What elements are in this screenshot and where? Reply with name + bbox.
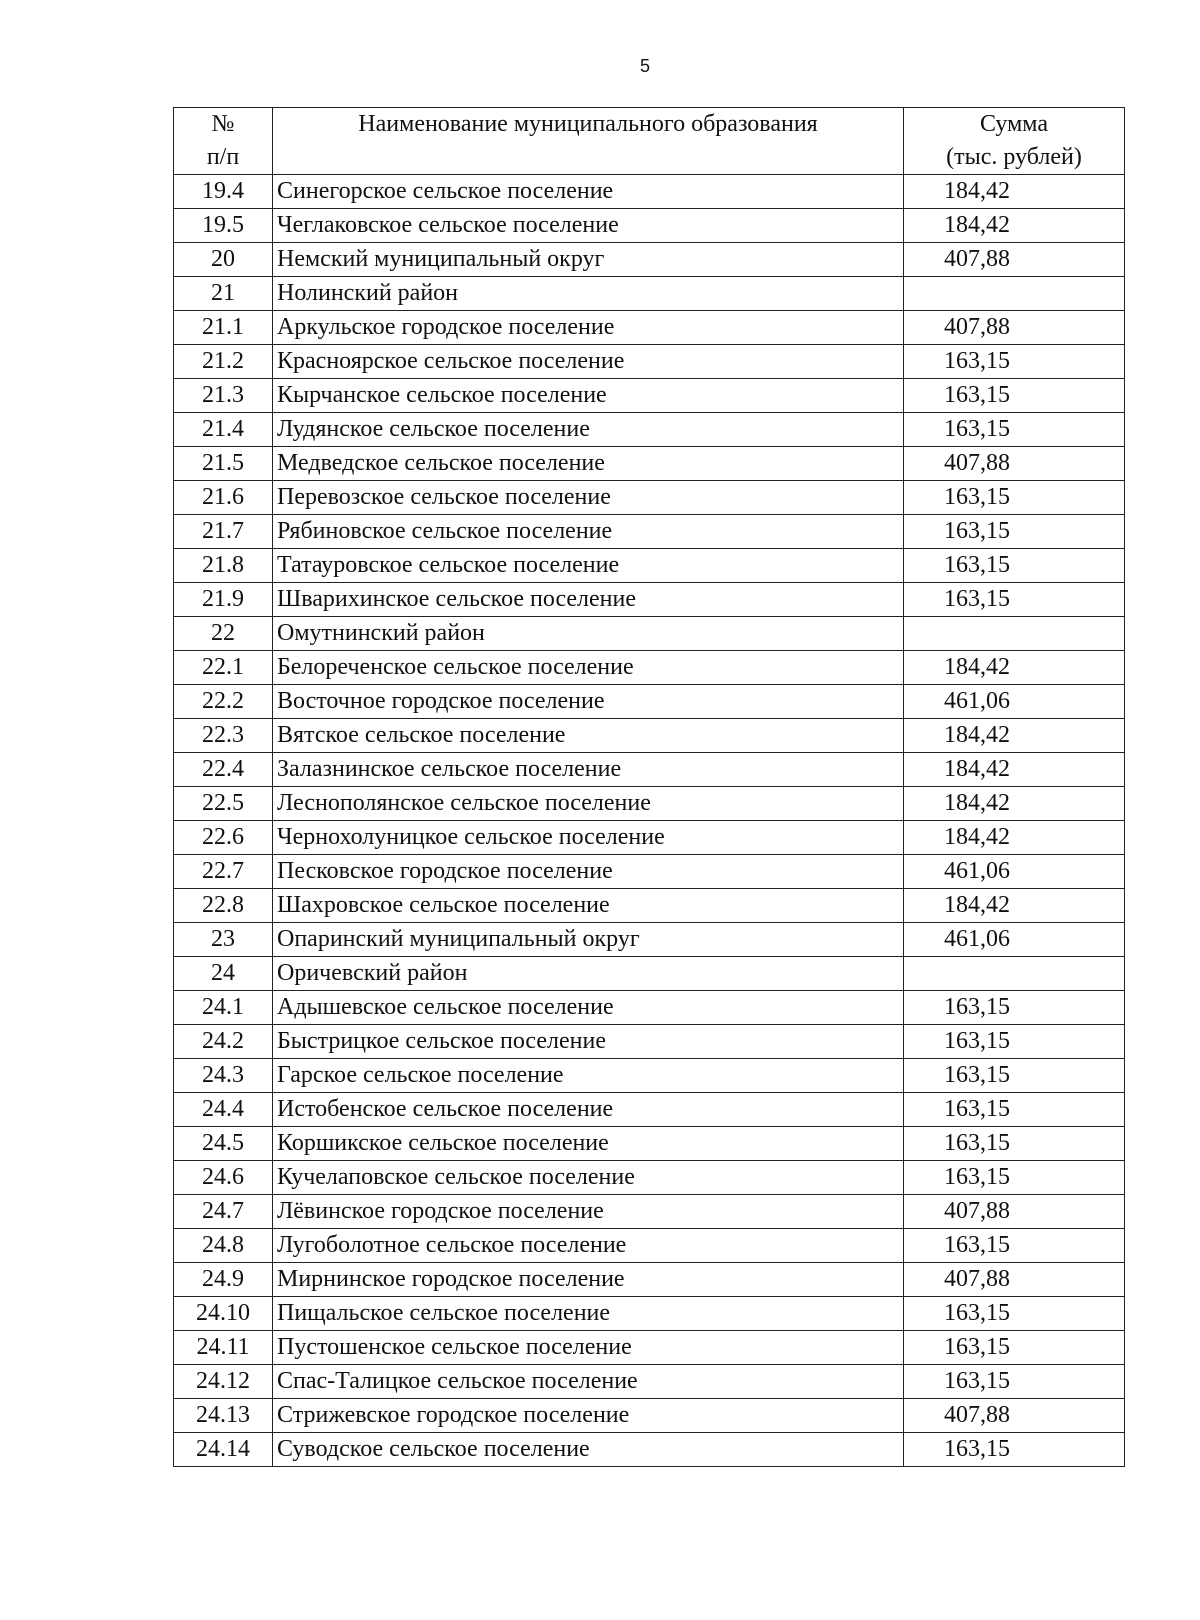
sum-cell: 163,15	[904, 1161, 1125, 1195]
table-row	[174, 1093, 1125, 1127]
sum-cell: 163,15	[904, 1433, 1125, 1467]
row-number-cell: 24.5	[174, 1127, 273, 1161]
table-row	[174, 685, 1125, 719]
table-row	[174, 413, 1125, 447]
sum-cell: 163,15	[904, 1059, 1125, 1093]
row-number-cell: 24.9	[174, 1263, 273, 1297]
row-number-cell: 19.4	[174, 175, 273, 209]
municipality-name-cell: Гарское сельское поселение	[273, 1059, 904, 1093]
header-num	[174, 108, 273, 175]
sum-cell: 163,15	[904, 413, 1125, 447]
sum-cell: 407,88	[904, 1195, 1125, 1229]
table-row	[174, 719, 1125, 753]
row-number-cell: 21.8	[174, 549, 273, 583]
row-number-cell: 24.3	[174, 1059, 273, 1093]
sum-cell: 184,42	[904, 719, 1125, 753]
sum-cell	[904, 617, 1125, 651]
sum-cell: 184,42	[904, 651, 1125, 685]
row-number-cell: 22.2	[174, 685, 273, 719]
table-row	[174, 1127, 1125, 1161]
row-number-cell: 24.2	[174, 1025, 273, 1059]
table-row	[174, 1059, 1125, 1093]
row-number-cell: 22.7	[174, 855, 273, 889]
table-row	[174, 311, 1125, 345]
municipality-name-cell: Кучелаповское сельское поселение	[273, 1161, 904, 1195]
sum-cell: 184,42	[904, 787, 1125, 821]
sum-cell	[904, 957, 1125, 991]
municipality-name-cell: Пустошенское сельское поселение	[273, 1331, 904, 1365]
municipality-name-cell: Нолинский район	[273, 277, 904, 311]
sum-cell: 163,15	[904, 481, 1125, 515]
municipality-name-cell: Лугоболотное сельское поселение	[273, 1229, 904, 1263]
row-number-cell: 21.9	[174, 583, 273, 617]
sum-cell: 163,15	[904, 1229, 1125, 1263]
sum-cell: 184,42	[904, 889, 1125, 923]
municipality-name-cell: Пищальское сельское поселение	[273, 1297, 904, 1331]
header-sum	[904, 108, 1125, 175]
sum-cell: 163,15	[904, 1093, 1125, 1127]
municipality-name-cell: Коршикское сельское поселение	[273, 1127, 904, 1161]
row-number-cell: 22	[174, 617, 273, 651]
row-number-cell: 22.1	[174, 651, 273, 685]
table-row	[174, 549, 1125, 583]
table-row	[174, 345, 1125, 379]
municipality-name-cell: Шварихинское сельское поселение	[273, 583, 904, 617]
municipality-name-cell: Залазнинское сельское поселение	[273, 753, 904, 787]
municipality-name-cell: Татауровское сельское поселение	[273, 549, 904, 583]
table-row	[174, 277, 1125, 311]
sum-cell: 163,15	[904, 1127, 1125, 1161]
row-number-cell: 24.4	[174, 1093, 273, 1127]
table-row	[174, 1297, 1125, 1331]
sum-cell: 163,15	[904, 345, 1125, 379]
table-row	[174, 753, 1125, 787]
table-row	[174, 209, 1125, 243]
header-name-text: Наименование муниципального образования	[358, 111, 818, 137]
municipality-name-cell: Опаринский муниципальный округ	[273, 923, 904, 957]
municipality-name-cell: Спас-Талицкое сельское поселение	[273, 1365, 904, 1399]
row-number-cell: 24.1	[174, 991, 273, 1025]
table-row	[174, 583, 1125, 617]
sum-cell: 163,15	[904, 1365, 1125, 1399]
row-number-cell: 21	[174, 277, 273, 311]
row-number-cell: 24.11	[174, 1331, 273, 1365]
row-number-cell: 24.7	[174, 1195, 273, 1229]
sum-cell: 163,15	[904, 583, 1125, 617]
sum-cell: 407,88	[904, 243, 1125, 277]
municipality-name-cell: Песковское городское поселение	[273, 855, 904, 889]
sum-cell: 163,15	[904, 1297, 1125, 1331]
municipality-name-cell: Немский муниципальный округ	[273, 243, 904, 277]
row-number-cell: 21.5	[174, 447, 273, 481]
municipality-name-cell: Быстрицкое сельское поселение	[273, 1025, 904, 1059]
municipality-name-cell: Белореченское сельское поселение	[273, 651, 904, 685]
table-row	[174, 447, 1125, 481]
row-number-cell: 22.6	[174, 821, 273, 855]
table-row	[174, 481, 1125, 515]
row-number-cell: 19.5	[174, 209, 273, 243]
table-row	[174, 617, 1125, 651]
row-number-cell: 24.8	[174, 1229, 273, 1263]
header-num-line1: №	[211, 111, 235, 137]
sum-cell: 163,15	[904, 991, 1125, 1025]
municipality-name-cell: Лудянское сельское поселение	[273, 413, 904, 447]
sum-cell: 407,88	[904, 1263, 1125, 1297]
municipality-name-cell: Чернохолуницкое сельское поселение	[273, 821, 904, 855]
row-number-cell: 24.12	[174, 1365, 273, 1399]
sum-cell: 184,42	[904, 821, 1125, 855]
row-number-cell: 21.1	[174, 311, 273, 345]
municipality-name-cell: Медведское сельское поселение	[273, 447, 904, 481]
table-row	[174, 923, 1125, 957]
table-row	[174, 1365, 1125, 1399]
table-header	[174, 108, 1125, 175]
table-row	[174, 515, 1125, 549]
municipality-name-cell: Лёвинское городское поселение	[273, 1195, 904, 1229]
row-number-cell: 22.3	[174, 719, 273, 753]
page-number: 5	[639, 56, 650, 76]
table-body	[174, 175, 1125, 1467]
table-row	[174, 787, 1125, 821]
header-num-line2: п/п	[206, 144, 240, 170]
municipality-name-cell: Синегорское сельское поселение	[273, 175, 904, 209]
row-number-cell: 24.6	[174, 1161, 273, 1195]
municipality-name-cell: Оричевский район	[273, 957, 904, 991]
table-row	[174, 957, 1125, 991]
municipality-name-cell: Чеглаковское сельское поселение	[273, 209, 904, 243]
table-row	[174, 1229, 1125, 1263]
row-number-cell: 21.7	[174, 515, 273, 549]
sum-cell: 407,88	[904, 1399, 1125, 1433]
table-row	[174, 821, 1125, 855]
sum-cell: 163,15	[904, 515, 1125, 549]
row-number-cell: 22.4	[174, 753, 273, 787]
municipality-name-cell: Аркульское городское поселение	[273, 311, 904, 345]
municipality-name-cell: Перевозское сельское поселение	[273, 481, 904, 515]
row-number-cell: 24	[174, 957, 273, 991]
sum-cell	[904, 277, 1125, 311]
sum-cell: 461,06	[904, 855, 1125, 889]
table-row	[174, 889, 1125, 923]
table-row	[174, 1195, 1125, 1229]
sum-cell: 461,06	[904, 685, 1125, 719]
municipality-name-cell: Мирнинское городское поселение	[273, 1263, 904, 1297]
municipality-name-cell: Красноярское сельское поселение	[273, 345, 904, 379]
table-row	[174, 1433, 1125, 1467]
header-sum-line1: Сумма	[980, 111, 1048, 137]
municipality-name-cell: Восточное городское поселение	[273, 685, 904, 719]
sum-cell: 407,88	[904, 447, 1125, 481]
table-row	[174, 1025, 1125, 1059]
municipality-name-cell: Кырчанское сельское поселение	[273, 379, 904, 413]
municipality-name-cell: Рябиновское сельское поселение	[273, 515, 904, 549]
header-row	[174, 108, 1125, 175]
table-row	[174, 379, 1125, 413]
row-number-cell: 24.13	[174, 1399, 273, 1433]
sum-cell: 184,42	[904, 175, 1125, 209]
sum-cell: 184,42	[904, 753, 1125, 787]
row-number-cell: 20	[174, 243, 273, 277]
sum-cell: 163,15	[904, 549, 1125, 583]
municipality-name-cell: Суводское сельское поселение	[273, 1433, 904, 1467]
sum-cell: 184,42	[904, 209, 1125, 243]
sum-cell: 163,15	[904, 1331, 1125, 1365]
header-sum-line2: (тыс. рублей)	[946, 144, 1082, 170]
row-number-cell: 21.2	[174, 345, 273, 379]
table-row	[174, 1161, 1125, 1195]
row-number-cell: 24.14	[174, 1433, 273, 1467]
row-number-cell: 22.8	[174, 889, 273, 923]
sum-cell: 163,15	[904, 1025, 1125, 1059]
municipality-name-cell: Леснополянское сельское поселение	[273, 787, 904, 821]
row-number-cell: 22.5	[174, 787, 273, 821]
row-number-cell: 21.6	[174, 481, 273, 515]
table-row	[174, 651, 1125, 685]
municipality-name-cell: Вятское сельское поселение	[273, 719, 904, 753]
table-row	[174, 991, 1125, 1025]
table-row	[174, 243, 1125, 277]
municipality-name-cell: Омутнинский район	[273, 617, 904, 651]
table-row	[174, 1263, 1125, 1297]
row-number-cell: 24.10	[174, 1297, 273, 1331]
table-row	[174, 855, 1125, 889]
row-number-cell: 21.3	[174, 379, 273, 413]
header-name	[273, 108, 904, 175]
municipality-name-cell: Адышевское сельское поселение	[273, 991, 904, 1025]
sum-cell: 461,06	[904, 923, 1125, 957]
row-number-cell: 21.4	[174, 413, 273, 447]
municipality-name-cell: Стрижевское городское поселение	[273, 1399, 904, 1433]
row-number-cell: 23	[174, 923, 273, 957]
sum-cell: 163,15	[904, 379, 1125, 413]
sum-cell: 407,88	[904, 311, 1125, 345]
table-row	[174, 1399, 1125, 1433]
table-row	[174, 175, 1125, 209]
municipal-sums-table	[173, 107, 1125, 1467]
municipality-name-cell: Шахровское сельское поселение	[273, 889, 904, 923]
table-row	[174, 1331, 1125, 1365]
municipality-name-cell: Истобенское сельское поселение	[273, 1093, 904, 1127]
